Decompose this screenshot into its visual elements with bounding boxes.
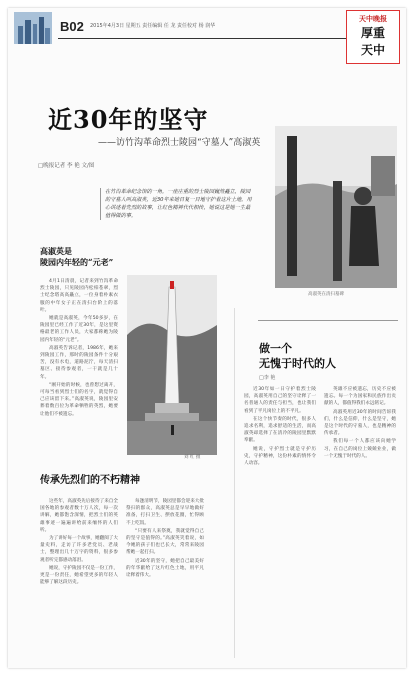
paragraph: 4月1日清晨，记者来到竹沟革命烈士陵园，只见陵园内松柏苍翠，烈士纪念塔高高矗立，一位身着朴素衣服的中年女子正在清扫台阶上的落叶。 [40,279,118,313]
article-byline: □晚报记者 李 艳 文/图 [38,163,95,169]
photo-mid-caption: 刘 红 摄 [184,455,201,460]
brand-column-line2: 天中 [360,43,385,57]
paragraph: 每逢清明节，陵园里都会迎来大批祭扫的群众，高淑英总是早早地做好准备，打扫卫生、摆放花圈，忙得顾不上吃饭。 [126,499,204,526]
photo-right-caption: 高淑英在清扫墓碑 [308,292,344,297]
brand-newspaper-name: 天中晚报 [359,14,387,23]
section2-text-mid [126,498,204,580]
brand-box [346,10,400,64]
section-heading-2: 传承先烈们的不朽精神 [40,475,140,486]
newspaper-page [8,8,406,668]
city-skyline-icon [14,12,52,44]
paragraph: 英雄不应被遗忘，历史不应被遗忘。每一个为国家和民族作出贡献的人，都值得我们永远铭记。 [324,387,396,407]
comment-rule [258,320,398,321]
paragraph: 为了讲好每一个故事，她翻阅了大量史料，走访了许多老党员、老战士，整理出几十万字的资料，很多参观者听完都感动落泪。 [40,536,118,563]
paragraph: “刚开始的时候，也曾想过离开，可每当看到烈士们的名字，就觉得自己应该留下来。”高淑英说，陵园里安葬着数百位为革命牺牲的英烈，她要让他们不被遗忘。 [40,382,118,417]
section-logo [14,12,52,44]
page-header [8,8,406,57]
paragraph: “只要有人来祭奠，我就觉得自己的坚守是值得的。”高淑英笑着说，如今她的孩子们也已长大，常常来陵园帮她一起打扫。 [126,528,204,556]
comment-title: 做一个 无愧于时代的人 [259,342,336,370]
header-rule [58,38,350,39]
column-divider [234,308,235,658]
paragraph: 这些年，高淑英先后接待了来自全国各地的参观者数十万人次，每一次讲解，她都饱含深情，把烈士们的英雄事迹一遍遍讲给前来缅怀的人们听。 [40,499,118,533]
article-subtitle: ——访竹沟革命烈士陵园“守墓人”高淑英 [98,138,261,148]
comment-author: □李 艳 [259,375,276,381]
paragraph: 近30年的坚守，她把自己最美好的年华献给了这片红色土地，用平凡诠释着伟大。 [126,558,204,579]
comment-text-left [244,386,316,468]
article-title: 近30年的坚守 [48,105,209,134]
page-number: B02 [60,19,84,34]
photo-memorial-tower [127,275,217,455]
paragraph: 近30年如一日守护着烈士陵园，高淑英用自己的坚守诠释了一名普通人的责任与担当，也让我们看到了平凡岗位上的不平凡。 [244,387,316,414]
section2-text-left [40,498,118,587]
paragraph: 她就是高淑英，今年50多岁，在陵园里已经工作了近30年，是这里资格最老的工作人员，大家都称她为陵园内年轻的“元老”。 [40,316,118,343]
section1-text [40,278,118,419]
paragraph: 高淑英告诉记者，1986年，她来到陵园工作，那时的陵园条件十分艰苦，没有水电，道路泥泞，每天清扫墓区、接待参观者，一干就是几十年。 [40,345,118,380]
brand-column-line1: 厚重 [360,26,385,40]
edition-meta: 2015年4月3日 星期五 责任编辑 任 龙 责任校对 杨 润华 [90,23,216,29]
article-lead: 在竹沟革命纪念馆的一角，一座庄重的烈士陵园巍然矗立，陵园的守墓人叫高淑英，近30年来她日复一日地守护着这片土地，用心讲述着先烈的故事，让红色精神代代相传，她说这是她一生最值得做的事。 [100,188,255,220]
paragraph: 在这个快节奏的时代，很多人追求名利，追求舒适的生活，而高淑英却选择了在清冷的陵园里默默奉献。 [244,416,316,444]
comment-text-right [324,386,396,461]
photo-woman-at-tombstone [275,126,397,288]
paragraph: 她说，守护陵园不仅是一份工作，更是一份责任，她希望更多的年轻人能够了解这段历史。 [40,565,118,586]
paragraph: 她说，守护烈士就是守护历史，守护精神，这份朴素的情怀令人动容。 [244,446,316,467]
paragraph: 高淑英用近30年的时间告诉我们，什么是信仰，什么是坚守，她是这个时代的守墓人，也是精神的传承者。 [324,409,396,437]
section-heading-1: 高淑英是 陵园内年轻的“元老” [40,246,114,267]
paragraph: 我们每一个人都应该向她学习，在自己的岗位上兢兢业业，做一个无愧于时代的人。 [324,439,396,459]
